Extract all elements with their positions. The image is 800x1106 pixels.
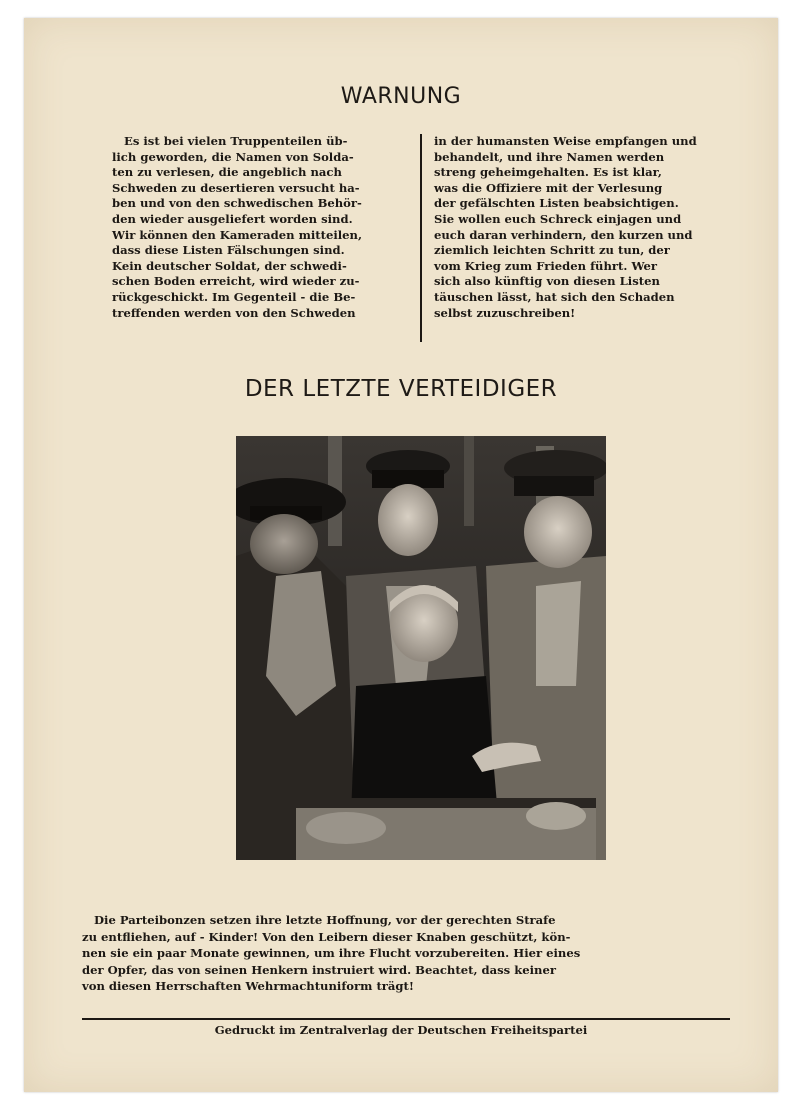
text-line: rückgeschickt. Im Gegenteil - die Be- [112,289,356,304]
warning-left-column [112,134,406,321]
text-line: Wir können den Kameraden mitteilen, [112,227,362,242]
group-photo [236,436,606,860]
text-line: streng geheimgehalten. Es ist klar, [434,165,662,180]
text-line: euch daran verhindern, den kurzen und [434,227,693,242]
text-line: Sie wollen euch Schreck einjagen und [434,211,682,226]
text-line: Es ist bei vielen Truppenteilen üb- [124,134,348,148]
text-line: ten zu verlesen, die angeblich nach [112,165,342,180]
caption-line: von diesen Herrschaften Wehrmachtuniform trägt! [82,979,414,994]
caption-line: Die Parteibonzen setzen ihre letzte Hoffnung, vor der gerechten Strafe [94,913,556,927]
column-divider [420,134,422,342]
text-line: täuschen lässt, hat sich den Schaden [434,289,675,304]
warning-heading: WARNUNG [340,84,462,109]
text-line: Schweden zu desertieren versucht ha- [112,180,360,195]
text-line: vom Krieg zum Frieden führt. Wer [434,258,658,273]
leaflet-sheet [24,18,778,1092]
text-line: treffenden werden von den Schweden [112,305,356,320]
text-line: behandelt, und ihre Namen werden [434,149,665,164]
text-line: was die Offiziere mit der Verlesung [434,180,663,195]
text-line: lich geworden, die Namen von Solda- [112,149,354,164]
text-line: in der humansten Weise empfangen und [434,134,697,148]
warning-right-column [434,134,744,321]
text-line: der gefälschten Listen beabsichtigen. [434,196,679,211]
printer-imprint: Gedruckt im Zentralverlag der Deutschen Freiheitspartei [214,1023,588,1037]
caption-line: der Opfer, das von seinen Henkern instruiert wird. Beachtet, dass keiner [82,962,556,977]
caption-line: zu entfliehen, auf - Kinder! Von den Leibern dieser Knaben geschützt, kön- [82,929,571,944]
section-heading: DER LETZTE VERTEIDIGER [244,376,558,402]
text-line: sich also künftig von diesen Listen [434,274,660,289]
text-line: Kein deutscher Soldat, der schwedi- [112,258,347,273]
photo-image [236,436,606,860]
text-line: ben und von den schwedischen Behör- [112,196,362,211]
text-line: ziemlich leichten Schritt zu tun, der [434,243,670,258]
text-line: selbst zuzuschreiben! [434,305,576,320]
text-line: dass diese Listen Fälschungen sind. [112,243,345,258]
caption-line: nen sie ein paar Monate gewinnen, um ihre Flucht vorzubereiten. Hier eines [82,946,581,961]
text-line: den wieder ausgeliefert worden sind. [112,211,353,226]
photo-caption [82,912,732,995]
footer-rule [82,1018,730,1020]
text-line: schen Boden erreicht, wird wieder zu- [112,274,360,289]
